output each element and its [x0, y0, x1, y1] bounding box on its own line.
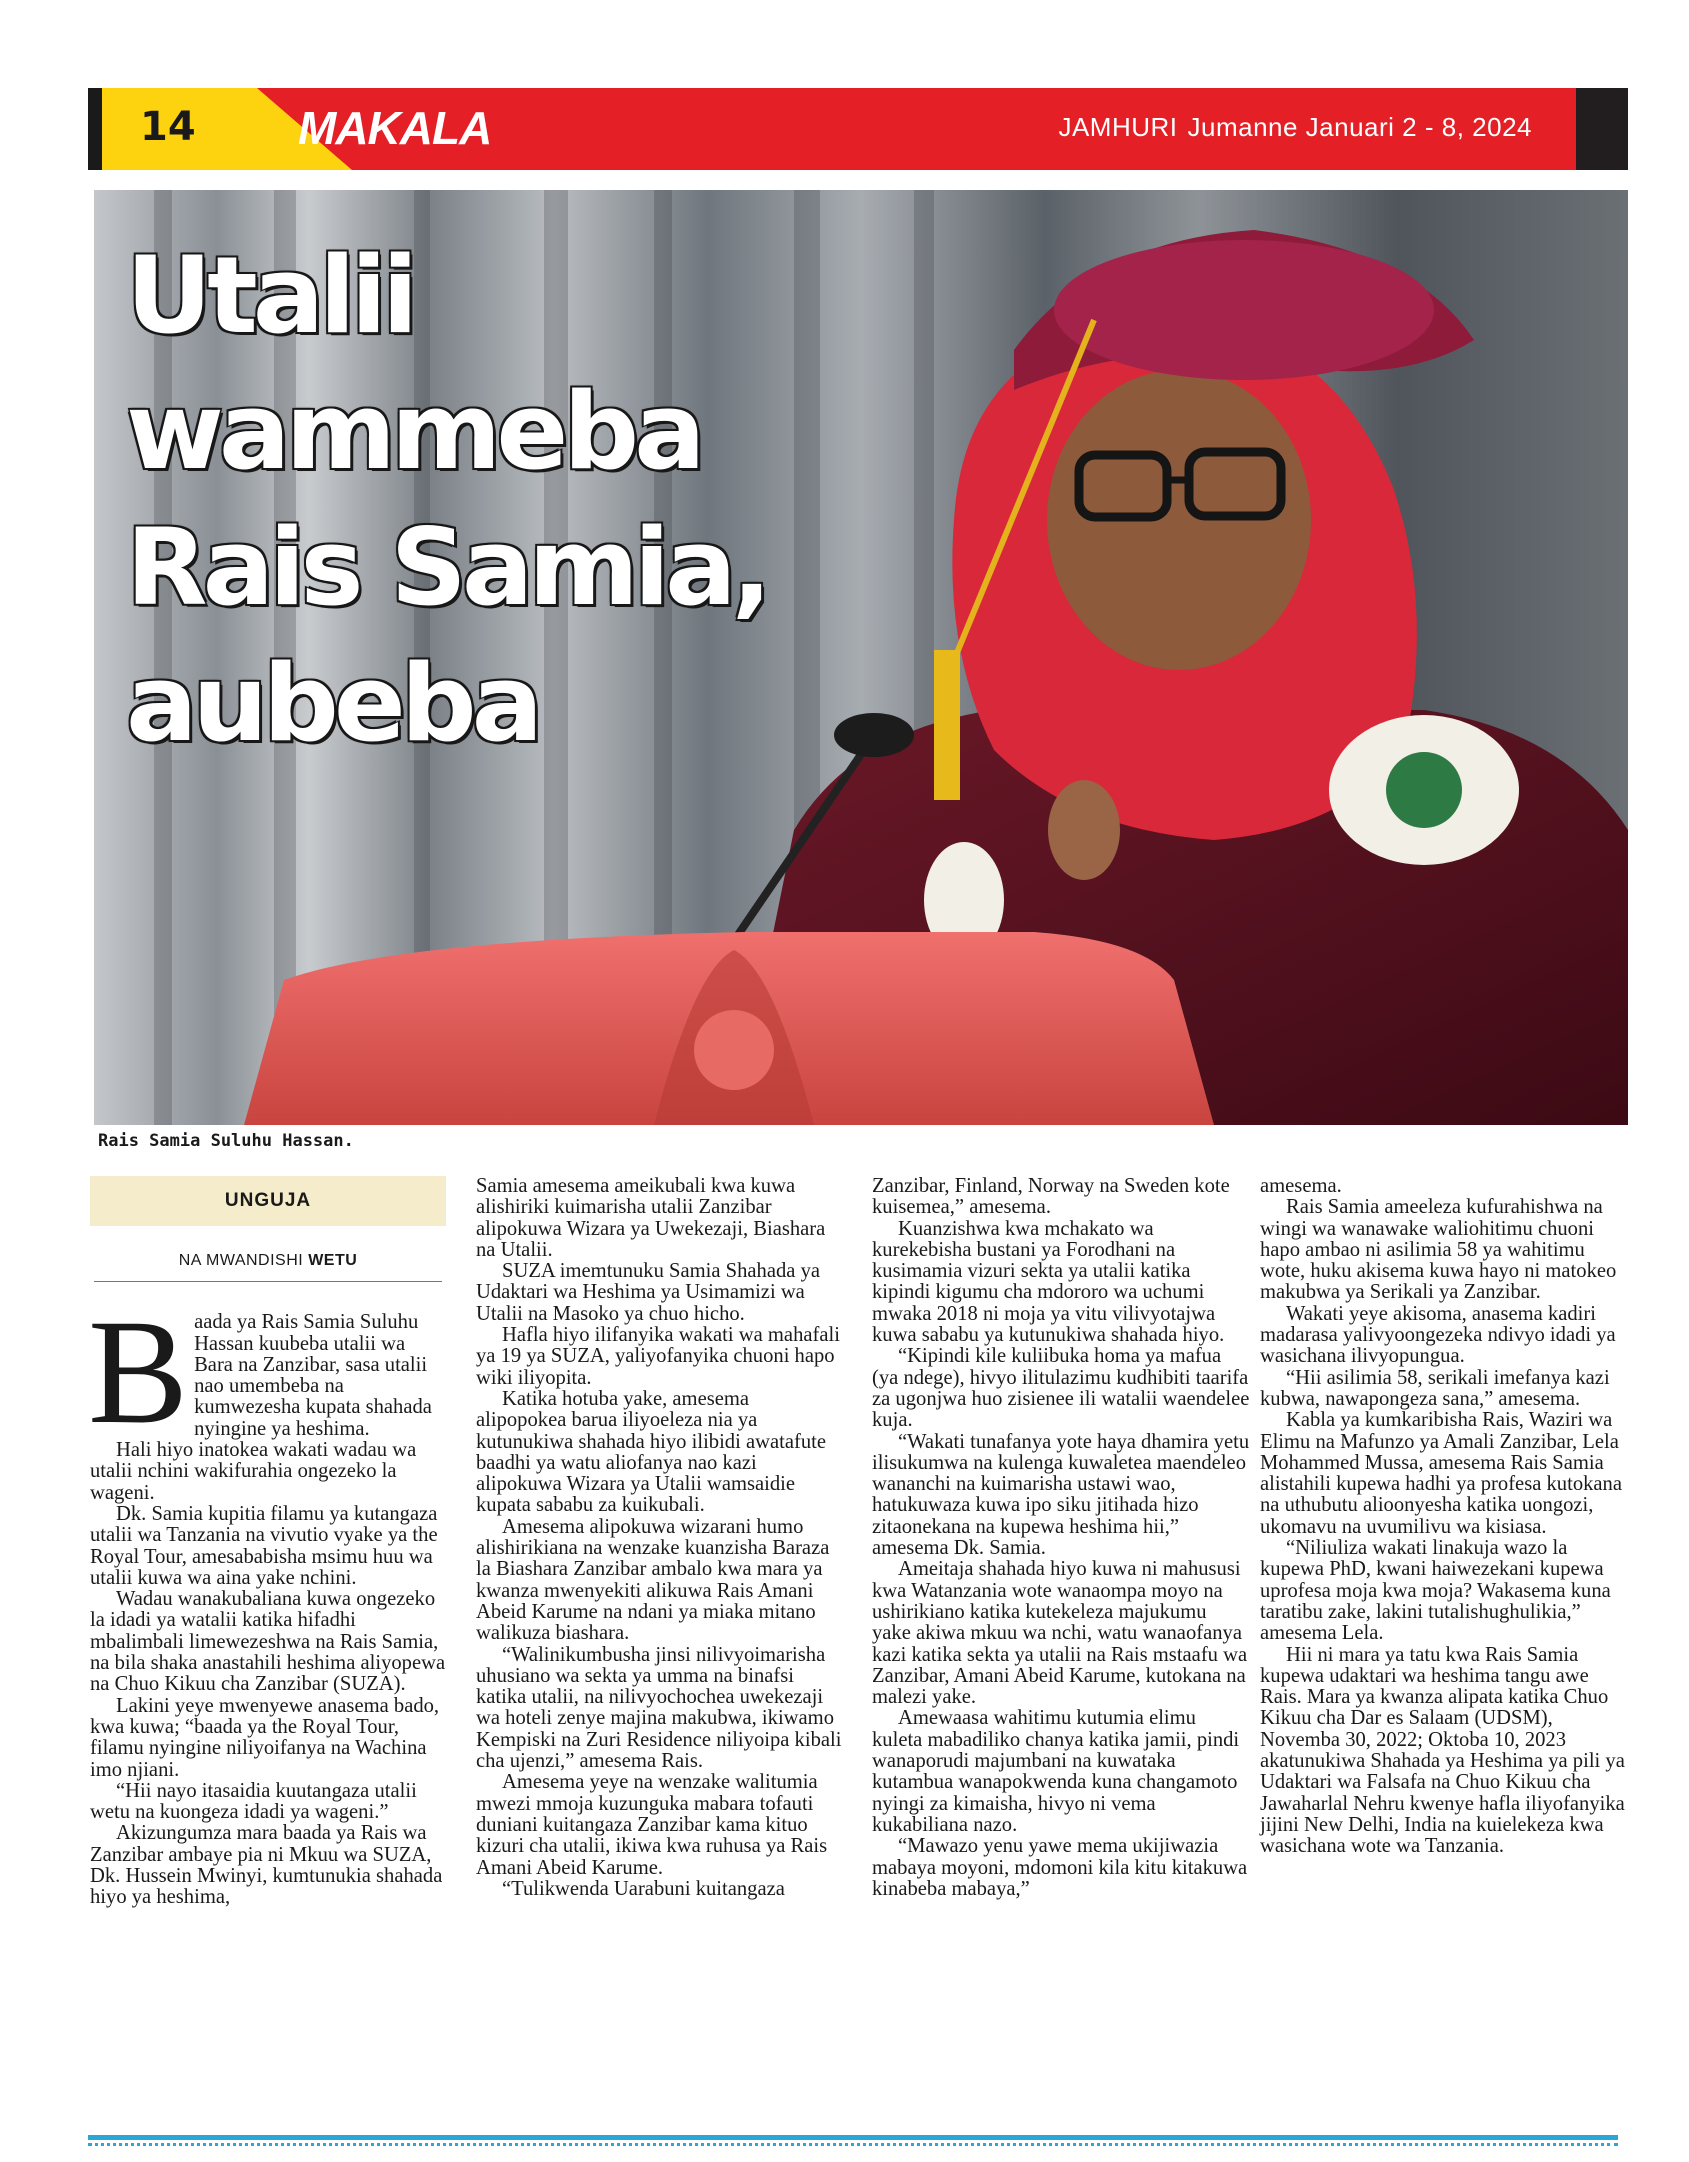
paragraph: Samia amesema ameikubali kwa kuwa alishiriki kuimarisha utalii Zanzibar alipokuwa Wizara ya Uwekezaji, Biashara na Utalii. [476, 1175, 826, 1261]
page-header [88, 88, 1628, 170]
paragraph: “Niliuliza wakati linakuja wazo la kupewa PhD, kwani haiwezekani kupewa uprofesa moja kwa moja? Wakasema kuna taratibu zake, lakini tutalishughulikia,” amesema Lela. [1260, 1537, 1611, 1645]
paragraph: Lakini yeye mwenyewe anasema bado, kwa kuwa; “baada ya the Royal Tour, filamu nyingine niliyoifanya na Wachina imo njiani. [90, 1694, 440, 1781]
footer-dotted-rule [88, 2143, 1618, 2146]
headline [126, 228, 767, 772]
paragraph: Zanzibar, Finland, Norway na Sweden kote kuisemea,” amesema. [872, 1175, 1230, 1219]
paragraph: Amewaasa wahitimu kutumia elimu kuleta mabadiliko chanya katika jamii, pindi wanaporudi majumbani na kuwataka kutambua wanapokwenda kuna changamoto nyingi za kimaisha, hivyo ni vema kukabiliana nazo. [872, 1707, 1240, 1836]
header-right-bar [1576, 88, 1628, 170]
byline-prefix: NA MWANDISHI [178, 1252, 304, 1269]
byline-name: WETU [308, 1252, 358, 1269]
byline [94, 1250, 442, 1282]
paragraph: Katika hotuba yake, amesema alipopokea barua iliyoeleza nia ya kutunukiwa shahada hiyo ilibidi awatafute baadhi ya watu aliofanya nao kazi alipokuwa Wizara ya Utalii wamsaidie kupata sababu za kuikubali. [476, 1387, 827, 1517]
paragraph: Amesema alipokuwa wizarani humo alishirikiana na wenzake kuanzisha Baraza la Biashara Zanzibar ambalo kwa mara ya kwanza mwenyekiti alikuwa Rais Amani Abeid Karume na ndani ya miaka mitano walikuza biashara. [476, 1515, 830, 1645]
drop-cap: B [88, 1289, 189, 1456]
article-column-4 [1260, 1176, 1628, 1858]
headline-line: wammeba [126, 370, 701, 493]
issue-date: Jumanne Januari 2 - 8, 2024 [1187, 112, 1532, 142]
paragraph: Kuanzishwa kwa mchakato wa kurekebisha bustani ya Forodhani na kusimamia vizuri sekta ya utalii katika kipindi kigumu cha mdororo wa uchumi mwaka 2018 ni moja ya vitu vilivyotajwa kuwa sababu ya kutunukiwa shahada hiyo. [872, 1217, 1225, 1347]
article-column-1 [90, 1176, 446, 1909]
paragraph: Wakati yeye akisoma, anasema kadiri madarasa yalivyoongezeka ndivyo idadi ya wasichana ilivyopungua. [1260, 1302, 1616, 1368]
photo-caption: Rais Samia Suluhu Hassan. [98, 1131, 354, 1151]
headline-line: Rais Samia, [126, 506, 767, 629]
headline-line: aubeba [126, 642, 539, 765]
article-dateline: UNGUJA [90, 1176, 446, 1226]
masthead-dateline [1048, 112, 1532, 143]
paragraph: Akizungumza mara baada ya Rais wa Zanzibar ambaye pia ni Mkuu wa SUZA, Dk. Hussein Mwinyi, kumtunukia shahada hiyo ya heshima, [90, 1822, 443, 1909]
paragraph: Wadau wanakubaliana kuwa ongezeko la idadi ya watalii katika hifadhi mbalimbali limewezeshwa na Rais Samia, na bila shaka anastahili heshima aliyopewa na Chuo Kikuu cha Zanzibar (SUZA). [90, 1588, 446, 1696]
headline-line: Utalii [126, 234, 414, 357]
paragraph: “Hii nayo itasaidia kuutangaza utalii wetu na kuongeza idadi ya wageni.” [90, 1779, 417, 1824]
section-title: MAKALA [298, 102, 492, 154]
paragraph: “Kipindi kile kuliibuka homa ya mafua (ya ndege), hivyo ilitulazimu kudhibiti taarifa za ugonjwa huo zisienee ili watalii waendelee kuja. [872, 1345, 1250, 1432]
paragraph: “Hii asilimia 58, serikali imefanya kazi kubwa, nawapongeza sana,” amesema. [1260, 1366, 1610, 1410]
header-left-bar [88, 88, 102, 170]
paragraph: “Tulikwenda Uarabuni kuitangaza [502, 1877, 785, 1900]
paragraph: Hii ni mara ya tatu kwa Rais Samia kupewa udaktari wa heshima tangu awe Rais. Mara ya kwanza alipata katika Chuo Kikuu cha Dar es Salaam (UDSM), Novemba 30, 2022; Oktoba 10, 2023 akatunukiwa Shahada ya Heshima ya pili ya Udaktari wa Falsafa na Chuo Kikuu cha Jawaharlal Nehru kwenye hafla iliyofanyika jijini New Delhi, India na kuielekeza kwa wasichana wote wa Tanzania. [1260, 1643, 1625, 1858]
paragraph: Baada ya Rais Samia Suluhu Hassan kuubeba utalii wa Bara na Zanzibar, sasa utalii nao umembeba na kumwezesha kupata shahada nyingine ya heshima. [88, 1289, 432, 1456]
paragraph: “Walinikumbusha jinsi nilivyoimarisha uhusiano wa sekta ya umma na binafsi katika utalii, na nilivyochochea uwekezaji wa hoteli zenye majina makubwa, ikiwamo Kempiski na Zuri Residence niliyoipa kibali cha ujenzi,” amesema Rais. [476, 1643, 842, 1773]
paragraph: amesema. [1260, 1175, 1342, 1197]
paragraph: Kabla ya kumkaribisha Rais, Waziri wa Elimu na Mafunzo ya Amali Zanzibar, Lela Mohammed Mussa, amesema Rais Samia alistahili kupewa hadhi ya profesa kutokana na uthubutu alioonyesha katika uongozi, ukomavu na uvumilivu wa kisiasa. [1260, 1409, 1622, 1538]
lead-photo [94, 190, 1628, 1125]
article-column-3 [872, 1176, 1250, 1900]
paragraph: Ameitaja shahada hiyo kuwa ni mahususi kwa Watanzania wote wanaompa moyo na ushirikiano katika kutekeleza majukumu yake akiwa mkuu wa nchi, watu wanaofanya kazi katika sekta ya utalii na Rais mstaafu wa Zanzibar, Amani Abeid Karume, kutokana na malezi yake. [872, 1558, 1248, 1709]
paragraph: Hali hiyo inatokea wakati wadau wa utalii nchini wakifurahia ongezeko la wageni. [90, 1439, 417, 1504]
footer-rule [88, 2135, 1618, 2140]
paragraph: SUZA imemtunuku Samia Shahada ya Udaktari wa Heshima ya Usimamizi wa Utalii na Masoko ya chuo hicho. [476, 1260, 821, 1325]
paragraph: Hafla hiyo ilifanyika wakati wa mahafali ya 19 ya SUZA, yaliyofanyika chuoni hapo wiki iliyopita. [476, 1324, 840, 1389]
article-column-2 [476, 1176, 842, 1900]
paragraph: Dk. Samia kupitia filamu ya kutangaza utalii wa Tanzania na vivutio vyake ya the Royal Tour, amesababisha msimu huu wa utalii kuwa wa aina yake nchini. [90, 1502, 438, 1589]
paragraph: Amesema yeye na wenzake walitumia mwezi mmoja kuzunguka mabara tofauti duniani kuitangaza Zanzibar kama kituo kizuri cha utalii, ikiwa kwa ruhusa ya Rais Amani Abeid Karume. [476, 1771, 828, 1879]
paragraph: “Mawazo yenu yawe mema ukijiwazia mabaya moyoni, mdomoni kila kitu kitakuwa kinabeba mabaya,” [872, 1835, 1248, 1900]
paragraph: Rais Samia ameeleza kufurahishwa na wingi wa wanawake waliohitimu chuoni hapo ambao ni asilimia 58 ya wahitimu wote, huku akisema kuwa hayo ni matokeo makubwa ya Serikali ya Zanzibar. [1260, 1196, 1617, 1304]
page-number: 14 [140, 104, 196, 150]
paragraph: “Wakati tunafanya yote haya dhamira yetu ilisukumwa na kulenga kuwaletea maendeleo wananchi na kuimarisha ustawi wao, hatukuwaza kuwa ipo siku jitihada hizo zitaonekana na kupewa heshima hii,” amesema Dk. Samia. [872, 1430, 1250, 1560]
paper-name: JAMHURI [1058, 112, 1178, 142]
